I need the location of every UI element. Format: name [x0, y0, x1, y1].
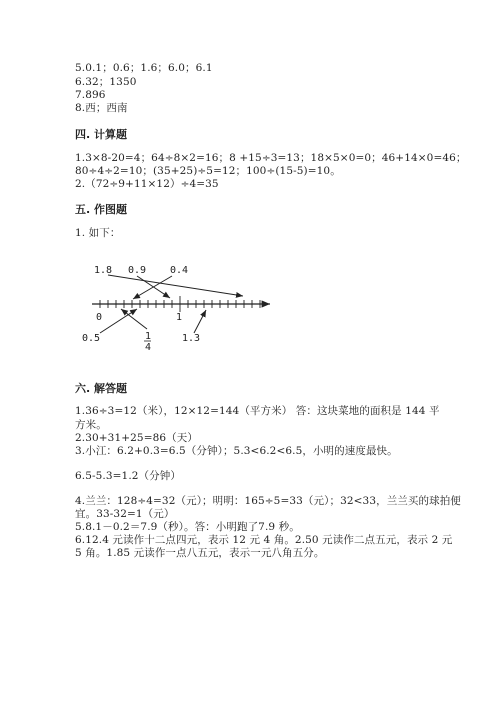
answer-line: 7.896 — [75, 89, 106, 101]
label-1-8: 1.8 — [94, 265, 113, 276]
answer-line: 8.西；西南 — [75, 102, 128, 114]
answer-line: 宜。33-32=1（元） — [75, 508, 175, 520]
axis-label-1: 1 — [176, 312, 183, 323]
answer-line: 3.小江：6.2+0.3=6.5（分钟）；5.3<6.2<6.5，小明的速度最快。 — [75, 445, 398, 457]
label-1-3: 1.3 — [182, 333, 201, 344]
arrow-0-5 — [100, 309, 137, 333]
axis-label-0: 0 — [96, 312, 103, 323]
answer-line: 80÷4÷2=10；(35+25)÷5=12；100÷(15-5)=10。 — [75, 165, 341, 177]
answer-line: 6.5-5.3=1.2（分钟） — [75, 470, 181, 482]
label-0-4: 0.4 — [170, 265, 189, 276]
arrow-1-8 — [108, 275, 243, 296]
answer-line: 6.32；1350 — [75, 76, 137, 88]
answer-line: 5.0.1；0.6；1.6；6.0；6.1 — [75, 62, 213, 74]
answer-line: 2.30+31+25=86（天） — [75, 432, 198, 444]
answer-line: 1.3×8-20=4；64÷8×2=16；8 +15÷3=13；18×5×0=0；46+14×0=46； — [75, 152, 467, 164]
answer-line: 6.12.4 元读作十二点四元，表示 12 元 4 角。2.50 元读作二点五元，表示 2 元 — [75, 534, 453, 546]
answer-line: 4.兰兰：128÷4=32（元）；明明：165÷5=33（元）；32<33，兰兰买的球拍便 — [75, 495, 461, 507]
answer-line: 方米。 — [75, 419, 107, 431]
answer-line: 5.8.1－0.2＝7.9（秒）。答：小明跑了7.9 秒。 — [75, 521, 300, 533]
fraction-numerator: 1 — [145, 331, 152, 342]
section-heading-calc: 四. 计算题 — [75, 128, 128, 141]
label-0-9: 0.9 — [128, 265, 147, 276]
fraction-denominator: 4 — [145, 342, 152, 353]
answer-line: 1.36÷3=12（米），12×12=144（平方米） 答：这块菜地的面积是 144 平 — [75, 405, 440, 417]
number-line-ticks — [100, 296, 260, 312]
arrow-1-3 — [194, 310, 206, 333]
answer-line: 5 角。1.85 元读作一点八五元，表示一元八角五分。 — [75, 547, 325, 559]
label-0-5: 0.5 — [82, 333, 101, 344]
section-heading-solve: 六. 解答题 — [75, 382, 128, 395]
answer-line: 1. 如下： — [75, 227, 121, 239]
section-heading-draw: 五. 作图题 — [75, 203, 128, 216]
arrow-1-4 — [121, 309, 147, 329]
answer-line: 2.（72÷9+11×12）÷4=35 — [75, 178, 219, 190]
